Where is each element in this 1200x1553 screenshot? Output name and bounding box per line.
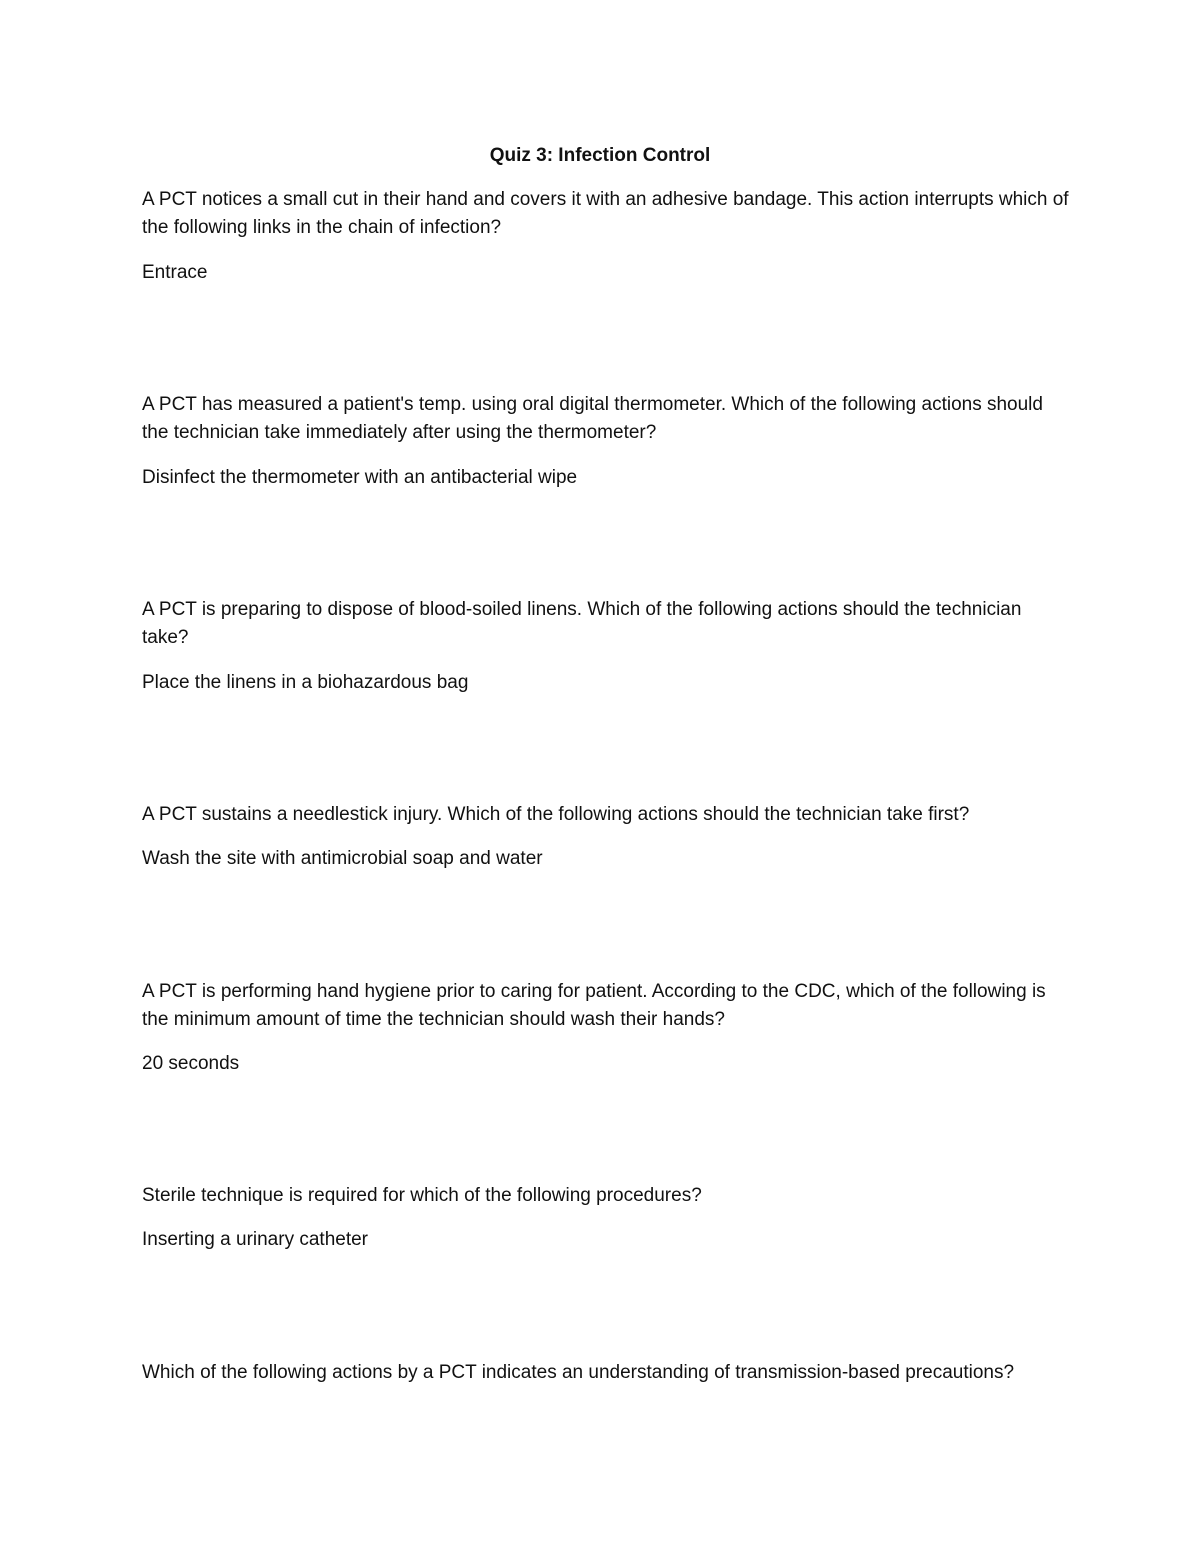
question-6: Sterile technique is required for which of the following procedures? bbox=[142, 1185, 702, 1206]
question-3: A PCT is preparing to dispose of blood-soiled linens. Which of the following actions should the technician take? bbox=[142, 599, 1022, 648]
answer-2: Disinfect the thermometer with an antibacterial wipe bbox=[142, 467, 578, 488]
answer-6: Inserting a urinary catheter bbox=[142, 1229, 369, 1250]
answer-3: Place the linens in a biohazardous bag bbox=[142, 672, 469, 693]
answer-5: 20 seconds bbox=[142, 1053, 240, 1074]
question-4: A PCT sustains a needlestick injury. Which of the following actions should the technician take first? bbox=[142, 804, 970, 825]
page-title: Quiz 3: Infection Control bbox=[489, 145, 711, 166]
question-7: Which of the following actions by a PCT indicates an understanding of transmission-based precautions? bbox=[142, 1362, 1015, 1383]
question-5: A PCT is performing hand hygiene prior to caring for patient. According to the CDC, which of the following is the minimum amount of time the technician should wash their hands? bbox=[142, 981, 1046, 1030]
answer-1: Entrace bbox=[142, 262, 208, 283]
question-2: A PCT has measured a patient's temp. using oral digital thermometer. Which of the following actions should the technician take immediately after using the thermometer? bbox=[142, 394, 1043, 443]
question-1: A PCT notices a small cut in their hand and covers it with an adhesive bandage. This action interrupts which of the following links in the chain of infection? bbox=[142, 189, 1069, 238]
answer-4: Wash the site with antimicrobial soap and water bbox=[142, 848, 543, 869]
